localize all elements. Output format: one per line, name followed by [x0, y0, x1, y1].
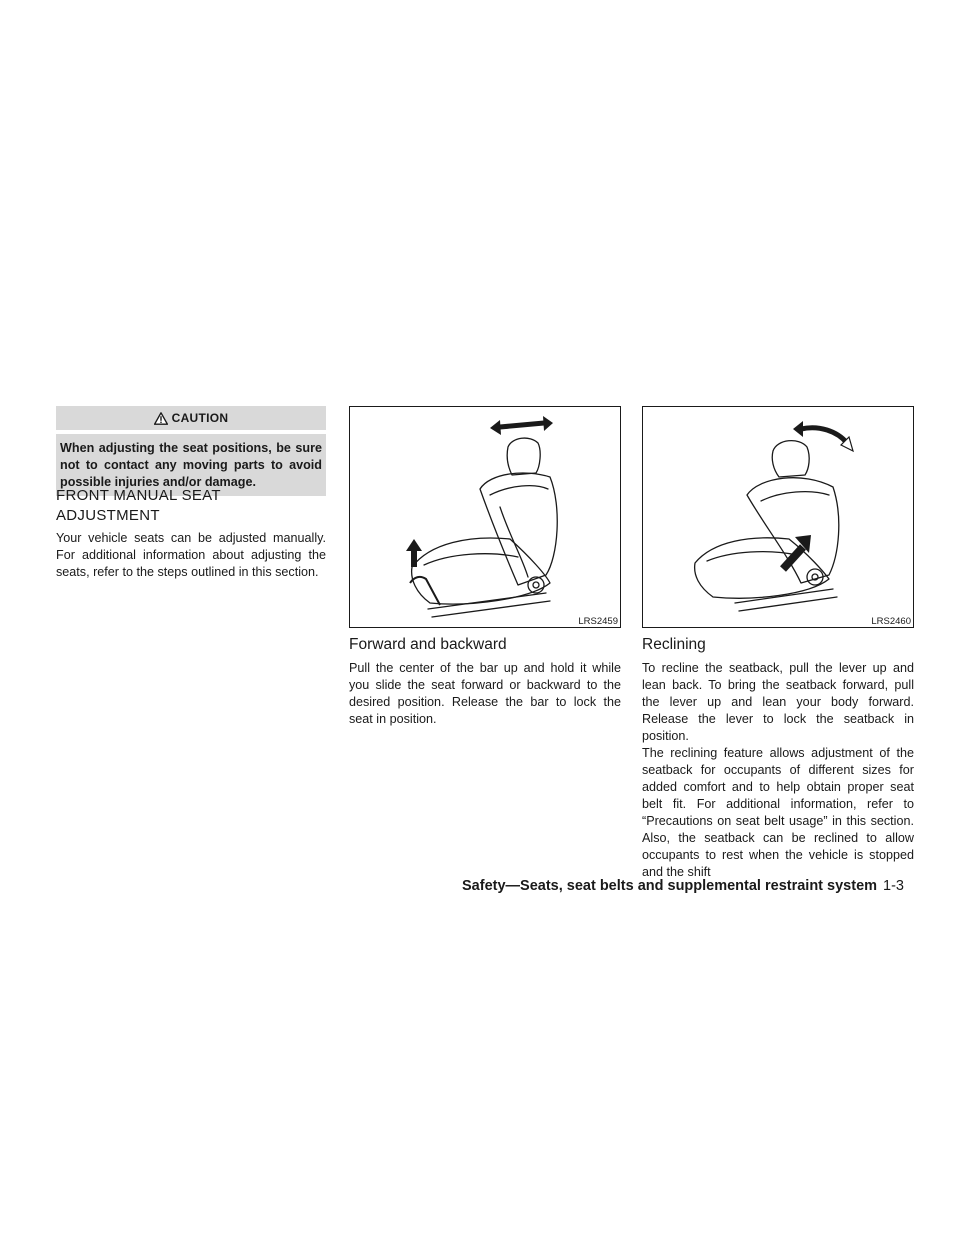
seat-slide-illustration	[350, 407, 620, 627]
reclining-title: Reclining	[642, 636, 706, 653]
caution-title: CAUTION	[171, 411, 229, 425]
caution-header	[56, 406, 326, 430]
reclining-text-2: The reclining feature allows adjustment of the seatback for occupants of different sizes for added comfort and to help obtain proper seat belt fit. For additional information, refer to “Precautions on seat belt usage” in this section. Also, the seatback can be reclined to allow occupants to rest when the vehicle is stopped and the shift	[642, 746, 914, 879]
warning-icon	[154, 412, 168, 425]
figure-code: LRS2459	[578, 616, 618, 627]
page-number: 1-3	[883, 878, 904, 894]
section-title-line1: FRONT MANUAL SEAT	[56, 487, 221, 504]
section-title	[56, 486, 326, 526]
forward-backward-title: Forward and backward	[349, 636, 507, 653]
figure-code: LRS2460	[871, 616, 911, 627]
reclining-text-1: To recline the seatback, pull the lever up and lean back. To bring the seatback forward, pull the lever up and lean your body forward. Release the lever to lock the seatback in position.	[642, 661, 914, 743]
section-intro: Your vehicle seats can be adjusted manually. For additional information about adjusting the seats, refer to the steps outlined in this section.	[56, 531, 326, 579]
seat-recline-illustration	[643, 407, 913, 627]
forward-backward-text: Pull the center of the bar up and hold it while you slide the seat forward or backward to the desired position. Release the bar to lock the seat in position.	[349, 661, 621, 726]
caution-text: When adjusting the seat positions, be sure not to contact any moving parts to avoid possible injuries and/or damage.	[56, 434, 326, 496]
caution-box	[56, 406, 326, 496]
seat-slide-figure	[349, 406, 621, 628]
seat-recline-figure	[642, 406, 914, 628]
page-footer	[462, 878, 904, 894]
chapter-title: Safety—Seats, seat belts and supplemental restraint system	[462, 878, 878, 894]
section-title-line2: ADJUSTMENT	[56, 507, 160, 524]
